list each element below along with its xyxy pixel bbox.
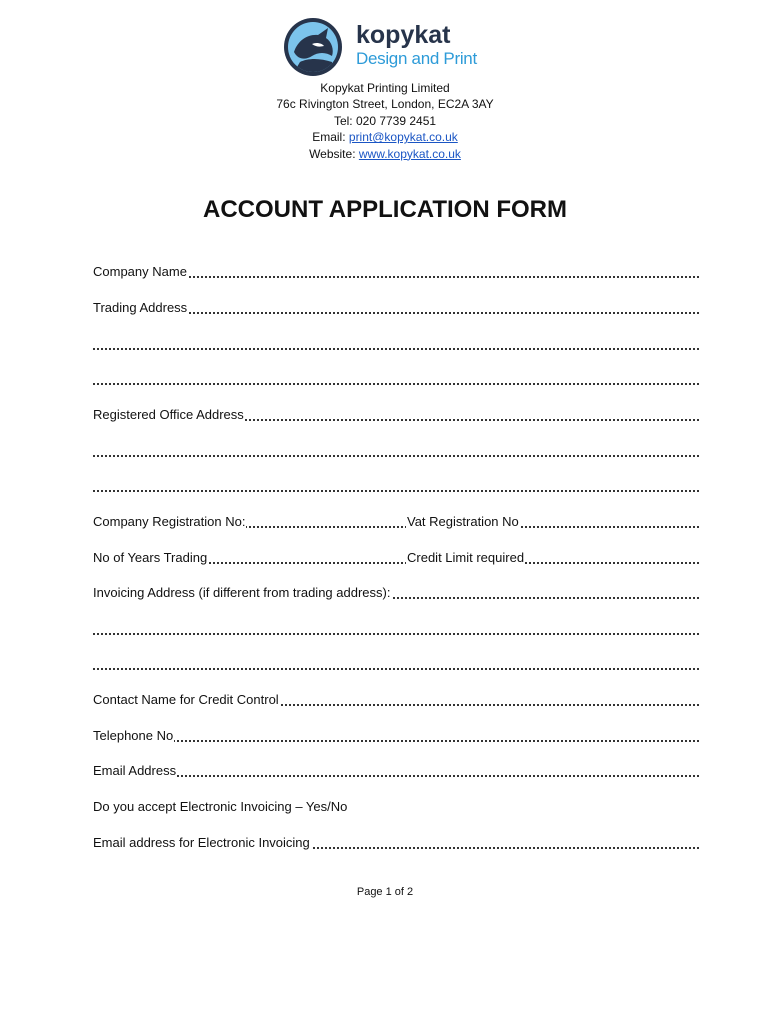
email-address-field[interactable] <box>93 762 699 780</box>
company-name: Kopykat Printing Limited <box>320 81 450 95</box>
kopykat-logo <box>284 18 504 78</box>
email-link[interactable]: print@kopykat.co.uk <box>348 130 458 145</box>
cat-logo-icon <box>284 18 342 76</box>
company-registration-label: Company Registration No: <box>93 514 246 529</box>
invoicing-address-line-3[interactable] <box>93 655 699 673</box>
electronic-invoicing-label: Do you accept Electronic Invoicing – Yes/No <box>93 799 348 814</box>
registration-row[interactable] <box>93 513 699 531</box>
company-name-field[interactable] <box>93 263 699 281</box>
trading-address-label: Trading Address <box>93 300 188 315</box>
trading-address-line-3[interactable] <box>93 370 699 388</box>
company-address: 76c Rivington Street, London, EC2A 3AY <box>276 97 494 112</box>
trading-address-field[interactable] <box>93 299 699 317</box>
registered-office-line-2[interactable] <box>93 442 699 460</box>
logo-tagline: Design and Print <box>356 49 477 68</box>
telephone-field[interactable] <box>93 727 699 745</box>
page-number: Page 1 of 2 <box>356 886 414 898</box>
credit-control-contact-label: Contact Name for Credit Control <box>93 692 279 707</box>
email-address-label: Email Address <box>93 763 177 778</box>
invoicing-address-field[interactable] <box>93 584 699 602</box>
registered-office-line-3[interactable] <box>93 477 699 495</box>
credit-limit-label: Credit Limit required <box>407 550 525 565</box>
credit-control-contact-field[interactable] <box>93 691 699 709</box>
company-contact-block <box>0 80 770 162</box>
registered-office-label: Registered Office Address <box>93 407 244 422</box>
invoicing-address-label: Invoicing Address (if different from trading address): <box>93 585 391 600</box>
website-link[interactable]: www.kopykat.co.uk <box>358 146 461 161</box>
electronic-invoicing-question[interactable] <box>93 798 699 816</box>
invoicing-address-line-2[interactable] <box>93 620 699 638</box>
electronic-invoicing-email-field[interactable] <box>93 834 699 852</box>
years-trading-label: No of Years Trading <box>93 550 208 565</box>
trading-credit-row[interactable] <box>93 549 699 567</box>
form-title: ACCOUNT APPLICATION FORM <box>203 196 567 223</box>
company-email: Email: print@kopykat.co.uk <box>312 130 458 145</box>
company-telephone: Tel: 020 7739 2451 <box>333 113 437 128</box>
electronic-invoicing-email-label: Email address for Electronic Invoicing <box>93 835 310 850</box>
registered-office-field[interactable] <box>93 406 699 424</box>
trading-address-line-2[interactable] <box>93 335 699 353</box>
company-website: Website: www.kopykat.co.uk <box>309 146 461 161</box>
company-name-label: Company Name <box>93 264 187 279</box>
logo-wordmark: kopykat <box>356 21 451 49</box>
telephone-label: Telephone No <box>93 728 174 743</box>
vat-registration-label: Vat Registration No <box>407 514 519 529</box>
